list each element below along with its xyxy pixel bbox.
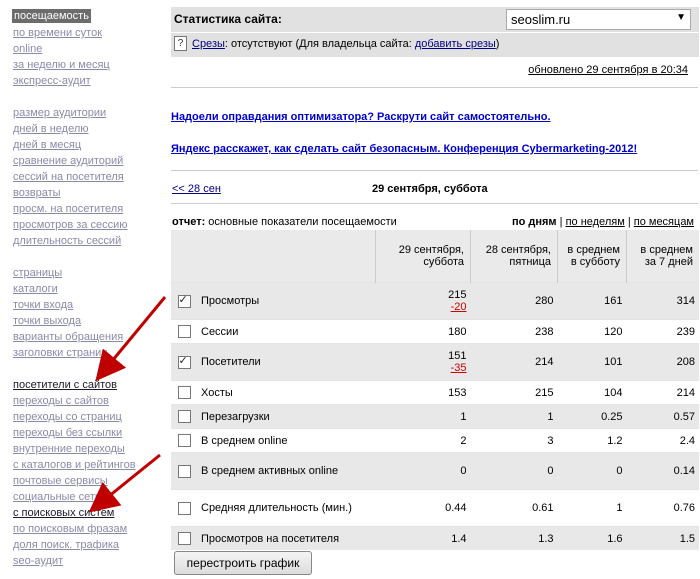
cell-value: 161	[558, 283, 627, 320]
sidebar-item[interactable]: дней в месяц	[13, 139, 82, 151]
col-header: в среднем в субботу	[558, 230, 627, 283]
sidebar-item[interactable]: доля поиск. трафика	[13, 539, 120, 551]
rebuild-chart-button[interactable]: перестроить график	[174, 551, 312, 575]
slices-status: : отсутствуют (Для владельца сайта:	[224, 38, 415, 50]
period-switcher: по дням | по неделям | по месяцам	[511, 216, 694, 228]
arrow-to-search-engines	[98, 455, 160, 505]
current-date: 29 сентября, суббота	[372, 183, 488, 195]
cell-value: 2.4	[627, 429, 700, 453]
cell-value: 0	[376, 453, 471, 490]
metric-checkbox[interactable]	[178, 295, 191, 308]
metric-checkbox[interactable]	[178, 434, 191, 447]
table-row	[171, 527, 699, 551]
help-icon[interactable]: ?	[174, 36, 187, 51]
sidebar-item[interactable]: переходы с сайтов	[13, 395, 109, 407]
sidebar-item[interactable]: переходы без ссылки	[13, 427, 123, 439]
cell-value: 104	[558, 381, 627, 405]
site-stats-bar	[171, 7, 699, 32]
metric-name: Сессии	[197, 320, 376, 344]
sidebar-item[interactable]: посетители с сайтов	[13, 379, 117, 391]
cell-value: 1	[558, 490, 627, 527]
cell-value: 208	[627, 344, 700, 381]
metric-name: В среднем активных online	[197, 453, 376, 490]
cell-value: 239	[627, 320, 700, 344]
cell-value: 0.57	[627, 405, 700, 429]
cell-value: 153	[376, 381, 471, 405]
sidebar-item[interactable]: точки выхода	[13, 315, 82, 327]
cell-value: 180	[376, 320, 471, 344]
sidebar-item[interactable]: просмотров за сессию	[13, 219, 128, 231]
metric-name: Просмотров на посетителя	[197, 527, 376, 551]
sidebar-item[interactable]: каталоги	[13, 283, 58, 295]
metric-name: Перезагрузки	[197, 405, 376, 429]
stats-title: Статистика сайта:	[174, 12, 282, 26]
metric-name: Просмотры	[197, 283, 376, 320]
table-row	[171, 381, 699, 405]
cell-value: 101	[558, 344, 627, 381]
cell-value: 214	[471, 344, 558, 381]
arrow-to-visitors-from-sites	[103, 297, 165, 372]
col-header: 28 сентября, пятница	[471, 230, 558, 283]
slices-link[interactable]: Срезы	[192, 38, 225, 50]
cell-value: 0.44	[376, 490, 471, 527]
cell-value: 238	[471, 320, 558, 344]
metric-checkbox[interactable]	[178, 386, 191, 399]
table-row	[171, 453, 699, 490]
add-slices-link[interactable]: добавить срезы	[414, 38, 496, 50]
cell-value: 3	[471, 429, 558, 453]
cell-value: 2	[376, 429, 471, 453]
cell-value: 1.3	[471, 527, 558, 551]
cell-value: 1	[376, 405, 471, 429]
metric-name: В среднем online	[197, 429, 376, 453]
metric-checkbox[interactable]	[178, 356, 191, 369]
slices-close-paren: )	[495, 38, 500, 50]
cell-value: 0.14	[627, 453, 700, 490]
stats-table	[171, 230, 699, 550]
col-header: в среднем за 7 дней	[627, 230, 700, 283]
report-label: отчет: основные показатели посещаемости	[172, 216, 397, 228]
slices-bar	[171, 33, 699, 57]
dropdown-arrow-icon: ▼	[676, 12, 686, 23]
period-weeks[interactable]: по неделям	[565, 216, 625, 228]
table-row	[171, 429, 699, 453]
cell-value: 1.6	[558, 527, 627, 551]
sidebar-item[interactable]: seo-аудит	[13, 555, 64, 567]
cell-value: 151 -35	[376, 344, 471, 381]
sidebar-item[interactable]: почтовые сервисы	[13, 475, 108, 487]
cell-value: 120	[558, 320, 627, 344]
cell-value: 214	[627, 381, 700, 405]
sidebar-item[interactable]: социальные сети	[13, 491, 102, 503]
metric-checkbox[interactable]	[178, 410, 191, 423]
sidebar-item[interactable]: дней в неделю	[13, 123, 89, 135]
sidebar-item[interactable]: переходы со страниц	[13, 411, 122, 423]
delta-link[interactable]: -20	[450, 301, 467, 313]
sidebar-item[interactable]: страницы	[13, 267, 63, 279]
metric-name: Средняя длительность (мин.)	[197, 490, 376, 527]
updated-timestamp[interactable]: обновлено 29 сентября в 20:34	[528, 64, 688, 76]
table-row	[171, 320, 699, 344]
sidebar-item[interactable]: сравнение аудиторий	[13, 155, 124, 167]
sidebar-item[interactable]: сессий на посетителя	[13, 171, 124, 183]
sidebar-item[interactable]: по времени суток	[13, 27, 103, 39]
sidebar-item[interactable]: по поисковым фразам	[13, 523, 128, 535]
sidebar-item[interactable]: размер аудитории	[13, 107, 107, 119]
cell-value: 1.5	[627, 527, 700, 551]
promo-link-2[interactable]: Яндекс расскажет, как сделать сайт безопасным. Конференция Cybermarketing-2012!	[171, 143, 638, 155]
cell-value: 215	[471, 381, 558, 405]
sidebar-item[interactable]: с каталогов и рейтингов	[13, 459, 136, 471]
table-row	[171, 490, 699, 527]
sidebar-item[interactable]: с поисковых систем	[13, 507, 115, 519]
metric-checkbox[interactable]	[178, 502, 191, 515]
site-select-value: seoslim.ru	[511, 12, 571, 27]
col-header: 29 сентября, суббота	[376, 230, 471, 283]
sidebar-item[interactable]: варианты обращения	[13, 331, 124, 343]
prev-day-link[interactable]: << 28 сен	[172, 183, 221, 195]
metric-checkbox[interactable]	[178, 465, 191, 478]
sidebar-item[interactable]: длительность сессий	[13, 235, 122, 247]
sidebar-item[interactable]: просм. на посетителя	[13, 203, 124, 215]
sidebar-item[interactable]: заголовки страниц	[13, 347, 108, 359]
cell-value: 1.2	[558, 429, 627, 453]
sidebar-item[interactable]: внутренние переходы	[13, 443, 125, 455]
cell-value: 0.25	[558, 405, 627, 429]
cell-value: 1	[471, 405, 558, 429]
sidebar-item[interactable]: точки входа	[13, 299, 74, 311]
table-header-row	[171, 230, 699, 283]
table-row	[171, 405, 699, 429]
metric-name: Хосты	[197, 381, 376, 405]
table-row	[171, 283, 699, 320]
cell-value: 0	[471, 453, 558, 490]
metric-checkbox[interactable]	[178, 532, 191, 545]
cell-value: 0.61	[471, 490, 558, 527]
cell-value: 0	[558, 453, 627, 490]
sidebar-item[interactable]: посещаемость	[14, 10, 89, 22]
cell-value: 1.4	[376, 527, 471, 551]
slices-text	[192, 38, 499, 50]
sidebar-item[interactable]: экспресс-аудит	[13, 75, 91, 87]
cell-value: 215 -20	[376, 283, 471, 320]
metric-name: Посетители	[197, 344, 376, 381]
metric-checkbox[interactable]	[178, 325, 191, 338]
table-row	[171, 344, 699, 381]
cell-value: 280	[471, 283, 558, 320]
divider	[171, 87, 698, 88]
period-months[interactable]: по месяцам	[633, 216, 694, 228]
cell-value: 314	[627, 283, 700, 320]
period-days[interactable]: по дням	[511, 216, 557, 228]
site-select[interactable]	[506, 9, 691, 30]
sidebar-item[interactable]: возвраты	[13, 187, 61, 199]
promo-link-1[interactable]: Надоели оправдания оптимизатора? Раскрути сайт самостоятельно.	[171, 111, 551, 123]
sidebar-item[interactable]: online	[13, 43, 43, 55]
delta-link[interactable]: -35	[450, 362, 467, 374]
sidebar-item[interactable]: за неделю и месяц	[13, 59, 110, 71]
divider	[171, 170, 698, 171]
cell-value: 0.76	[627, 490, 700, 527]
divider	[171, 203, 698, 204]
